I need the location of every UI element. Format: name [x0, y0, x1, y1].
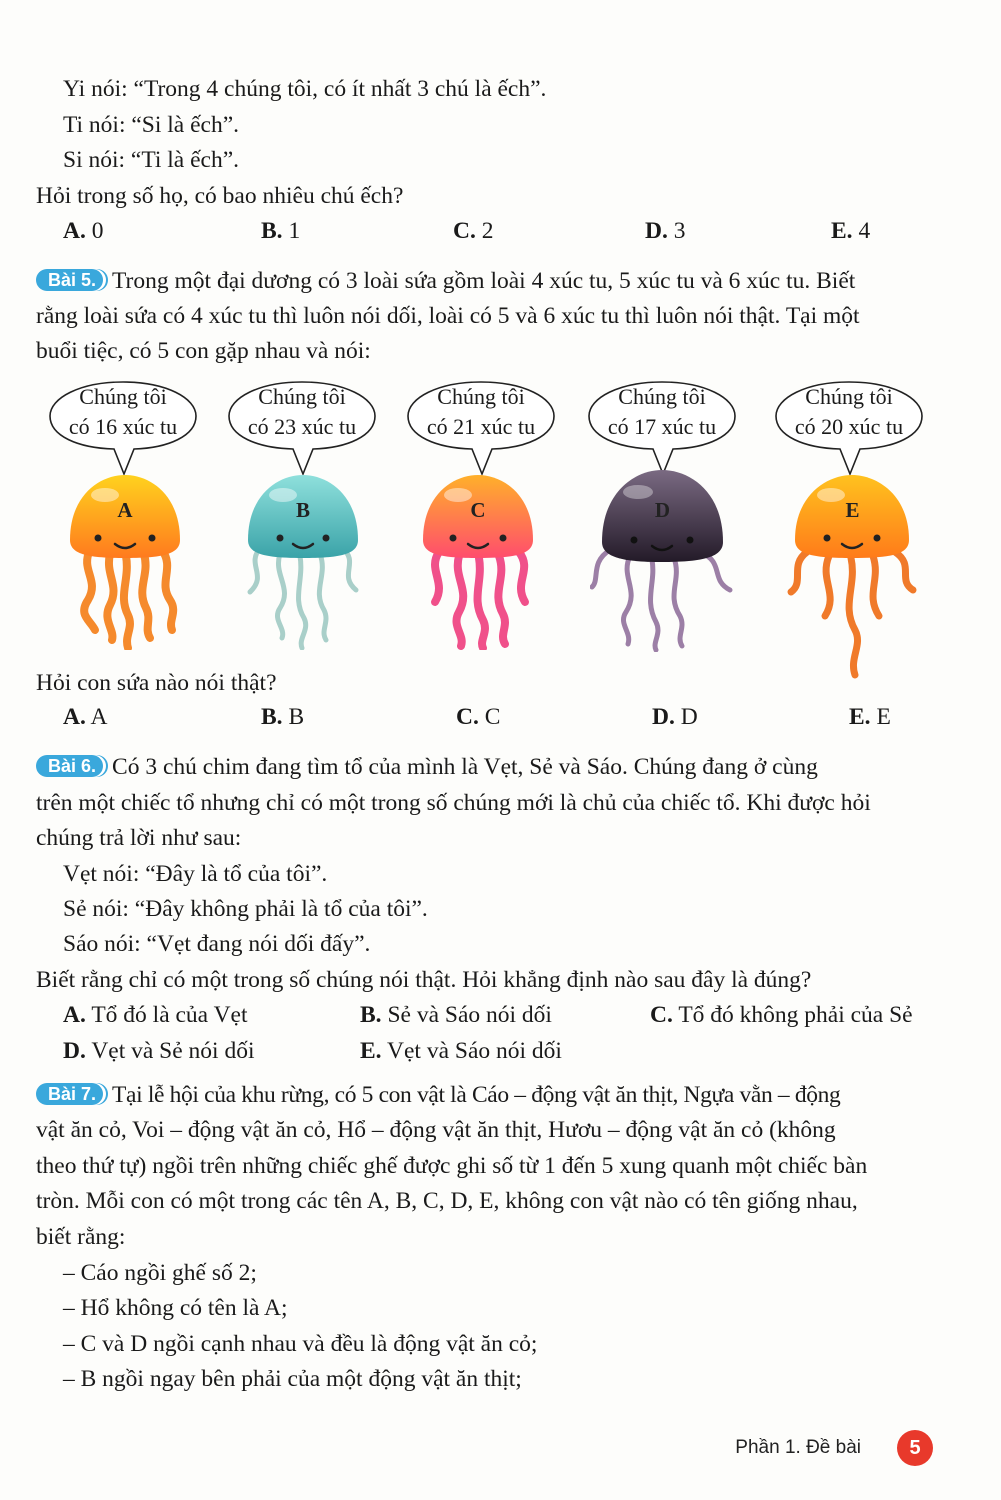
- speech-bubble-a: Chúng tôi có 16 xúc tu: [48, 378, 198, 456]
- quote-vet: Vẹt nói: “Đây là tổ của tôi”.: [63, 861, 328, 887]
- option-c: C. Tổ đó không phải của Sẻ: [650, 1002, 913, 1028]
- option-a: A. 0: [63, 218, 104, 244]
- option-b: B. B: [261, 704, 305, 730]
- quote-sao: Sáo nói: “Vẹt đang nói dối đấy”.: [63, 931, 371, 957]
- bai7-line2: vật ăn cỏ, Voi – động vật ăn cỏ, Hổ – động vật ăn thịt, Hươu – động vật ăn cỏ (không: [36, 1117, 836, 1143]
- bai6-line3: chúng trả lời như sau:: [36, 825, 242, 851]
- speech-bubble-e: Chúng tôi có 20 xúc tu: [774, 378, 924, 456]
- page-number: 5: [897, 1430, 933, 1466]
- bai5-badge: Bài 5.: [36, 269, 106, 291]
- jellyfish-a-letter: A: [117, 498, 133, 522]
- bai5-line3: buổi tiệc, có 5 con gặp nhau và nói:: [36, 338, 371, 364]
- footer-section-label: Phần 1. Đề bài: [735, 1437, 861, 1458]
- option-b: B. 1: [261, 218, 301, 244]
- jellyfish-a: [60, 470, 190, 650]
- option-c: C. C: [456, 704, 501, 730]
- jellyfish-b-letter: B: [295, 498, 310, 522]
- option-d: D. 3: [645, 218, 686, 244]
- bai7-line3: theo thứ tự) ngồi trên những chiếc ghế được ghi số từ 1 đến 5 xung quanh một chiếc bàn: [36, 1153, 868, 1179]
- condition-1: – Cáo ngồi ghế số 2;: [63, 1260, 257, 1286]
- bai7-line5: biết rằng:: [36, 1224, 126, 1250]
- jellyfish-e-letter: E: [845, 498, 860, 522]
- bai7-line1: Bài 7. Tại lễ hội của khu rừng, có 5 con vật là Cáo – động vật ăn thịt, Ngựa vằn – động: [36, 1080, 840, 1110]
- statement-si: Si nói: “Ti là ếch”.: [63, 147, 240, 173]
- bai7-line4: tròn. Mỗi con có một trong các tên A, B, C, D, E, không con vật nào có tên giống nhau,: [36, 1188, 858, 1214]
- option-d: D. D: [652, 704, 698, 730]
- option-d: D. Vẹt và Sẻ nói dối: [63, 1038, 255, 1064]
- speech-bubble-c: Chúng tôi có 21 xúc tu: [406, 378, 556, 456]
- bai5-question: Hỏi con sứa nào nói thật?: [36, 670, 277, 696]
- jellyfish-d: [590, 462, 735, 652]
- question-frogs: Hỏi trong số họ, có bao nhiêu chú ếch?: [36, 183, 404, 209]
- speech-bubble-d: Chúng tôi có 17 xúc tu: [587, 378, 737, 456]
- condition-3: – C và D ngồi cạnh nhau và đều là động vật ăn cỏ;: [63, 1331, 538, 1357]
- option-e: E. Vẹt và Sáo nói dối: [360, 1038, 562, 1064]
- jellyfish-c: [413, 470, 543, 650]
- option-e: E. E: [849, 704, 891, 730]
- statement-yi: Yi nói: “Trong 4 chúng tôi, có ít nhất 3 chú là ếch”.: [63, 76, 547, 102]
- bai6-question: Biết rằng chỉ có một trong số chúng nói thật. Hỏi khẳng định nào sau đây là đúng?: [36, 967, 812, 993]
- option-e: E. 4: [831, 218, 871, 244]
- jellyfish-d-letter: D: [654, 498, 671, 522]
- bai5-line2: rằng loài sứa có 4 xúc tu thì luôn nói dối, loài có 5 và 6 xúc tu thì luôn nói thật. Tại một: [36, 303, 860, 329]
- jellyfish-c-letter: C: [470, 498, 486, 522]
- condition-4: – B ngồi ngay bên phải của một động vật ăn thịt;: [63, 1366, 522, 1392]
- bai6-line2: trên một chiếc tổ nhưng chỉ có một trong số chúng mới là chủ của chiếc tổ. Khi được hỏi: [36, 790, 871, 816]
- jellyfish-e: [785, 470, 920, 680]
- speech-bubble-b: Chúng tôi có 23 xúc tu: [227, 378, 377, 456]
- jellyfish-b-illustration: [238, 470, 368, 650]
- option-c: C. 2: [453, 218, 494, 244]
- statement-ti: Ti nói: “Si là ếch”.: [63, 112, 240, 138]
- jellyfish-a-illustration: [60, 470, 190, 650]
- condition-2: – Hổ không có tên là A;: [63, 1295, 288, 1321]
- option-a: A. Tổ đó là của Vẹt: [63, 1002, 248, 1028]
- quote-se: Sẻ nói: “Đây không phải là tổ của tôi”.: [63, 896, 428, 922]
- bai7-badge: Bài 7.: [36, 1083, 106, 1105]
- bai5-line1: Bài 5. Trong một đại dương có 3 loài sứa gồm loài 4 xúc tu, 5 xúc tu và 6 xúc tu. Biết: [36, 266, 855, 296]
- option-a: A. A: [63, 704, 108, 730]
- bai6-line1: Bài 6. Có 3 chú chim đang tìm tổ của mình là Vẹt, Sẻ và Sáo. Chúng đang ở cùng: [36, 752, 818, 782]
- option-b: B. Sẻ và Sáo nói dối: [360, 1002, 552, 1028]
- jellyfish-d-illustration: [590, 462, 735, 652]
- jellyfish-c-illustration: [413, 470, 543, 650]
- bai6-badge: Bài 6.: [36, 755, 106, 777]
- jellyfish-b: [238, 470, 368, 650]
